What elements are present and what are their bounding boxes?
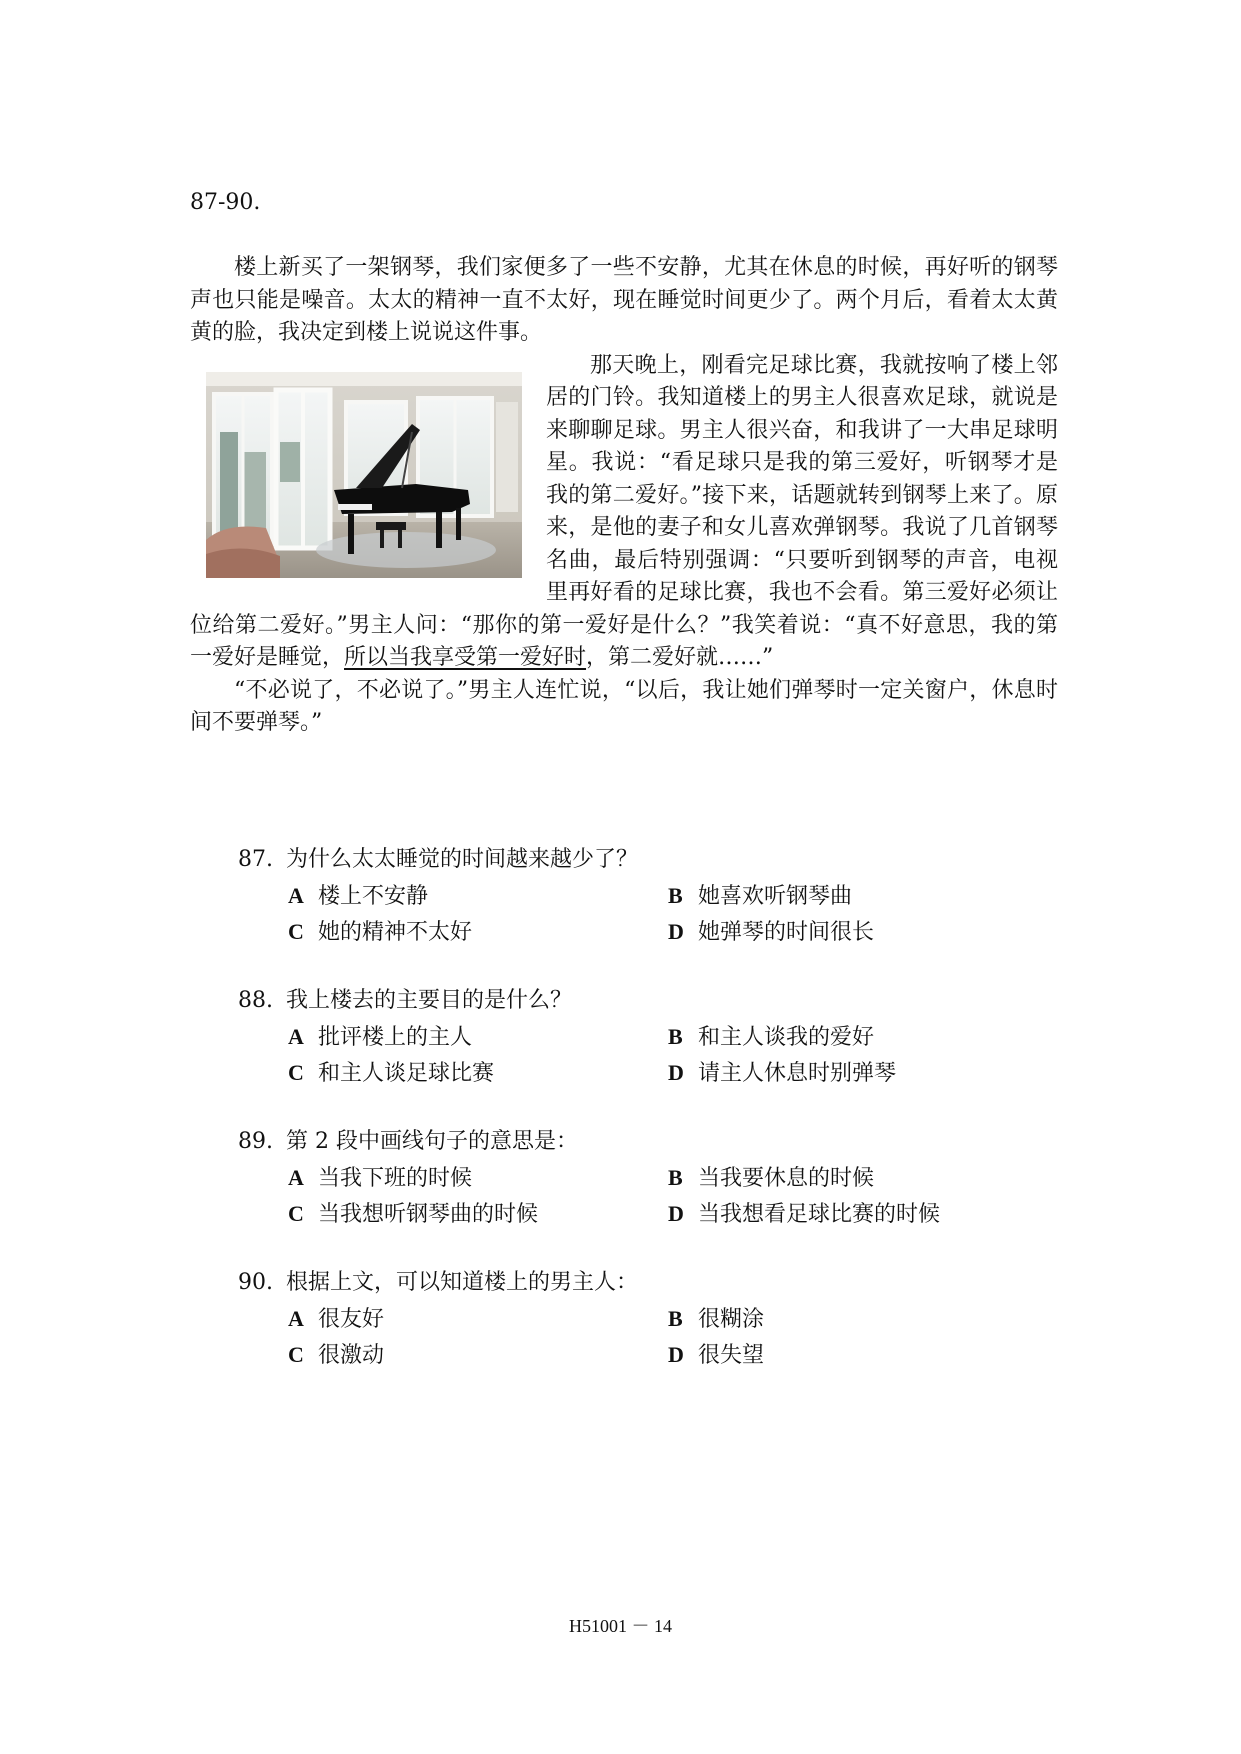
reading-passage	[190, 252, 1058, 740]
option-c[interactable]: C 她的精神不太好	[288, 919, 473, 945]
paragraph-2-text: 那天晚上，刚看完足球比赛，我就按响了楼上邻居的门铃。我知道楼上的男主人很喜欢足球，就说是来聊聊足球。男主人很兴奋，和我讲了一大串足球明星。我说：“看足球只是我的第三爱好，听钢琴才是我的第二爱好。”接下来，话题就转到钢琴上来了。原来，是他的妻子和女儿喜欢弹钢琴。我说了几首钢琴名曲，最后特别强调：“只要听到钢琴的声音，电视里再好看的足球比赛，我也不会看。第三爱好必须让位给第二爱好。”男主人问：“那你的第一爱好是什么？”我笑着说：“真不好意思，我的第一爱好是睡觉，	[190, 352, 1058, 670]
paragraph-1: 楼上新买了一架钢琴，我们家便多了一些不安静，尤其在休息的时候，再好听的钢琴声也只能是噪音。太太的精神一直不太好，现在睡觉时间更少了。两个月后，看着太太黄黄的脸，我决定到楼上说说这件事。	[190, 255, 1058, 345]
option-c[interactable]: C 很激动	[288, 1342, 385, 1368]
piano-room-photo	[206, 372, 522, 578]
question-87	[238, 842, 1058, 950]
paragraph-2	[190, 350, 1058, 675]
option-a[interactable]: A 当我下班的时候	[288, 1165, 473, 1191]
question-number: 90.	[238, 1270, 273, 1295]
option-b[interactable]: B 她喜欢听钢琴曲	[668, 883, 853, 909]
option-a[interactable]: A 批评楼上的主人	[288, 1024, 473, 1050]
option-b[interactable]: B 很糊涂	[668, 1306, 765, 1332]
option-a[interactable]: A 楼上不安静	[288, 883, 429, 909]
option-b[interactable]: B 当我要休息的时候	[668, 1165, 875, 1191]
question-number: 88.	[238, 988, 273, 1013]
question-88	[238, 983, 1058, 1091]
option-c[interactable]: C 和主人谈足球比赛	[288, 1060, 495, 1086]
paragraph-2-ending: ，第二爱好就……”	[586, 645, 774, 670]
option-a[interactable]: A 很友好	[288, 1306, 385, 1332]
question-stem: 我上楼去的主要目的是什么？	[286, 988, 573, 1013]
option-d[interactable]: D 请主人休息时别弹琴	[668, 1060, 897, 1086]
option-d[interactable]: D 很失望	[668, 1342, 765, 1368]
question-list	[238, 842, 1058, 1406]
question-number: 89.	[238, 1129, 273, 1154]
question-89	[238, 1124, 1058, 1232]
question-number: 87.	[238, 847, 273, 872]
paragraph-3: “不必说了，不必说了。”男主人连忙说，“以后，我让她们弹琴时一定关窗户，休息时间不要弹琴。”	[190, 677, 1058, 735]
question-stem: 为什么太太睡觉的时间越来越少了？	[286, 847, 639, 872]
page-footer: H51001 － 14	[569, 1616, 672, 1636]
question-stem: 根据上文，可以知道楼上的男主人：	[286, 1270, 639, 1295]
underlined-sentence: 所以当我享受第一爱好时	[344, 645, 587, 670]
option-c[interactable]: C 当我想听钢琴曲的时候	[288, 1201, 539, 1227]
section-heading: 87-90.	[190, 190, 261, 215]
question-90	[238, 1265, 1058, 1373]
option-b[interactable]: B 和主人谈我的爱好	[668, 1024, 875, 1050]
option-d[interactable]: D 当我想看足球比赛的时候	[668, 1201, 941, 1227]
question-stem: 第 2 段中画线句子的意思是：	[286, 1129, 578, 1154]
option-d[interactable]: D 她弹琴的时间很长	[668, 919, 875, 945]
